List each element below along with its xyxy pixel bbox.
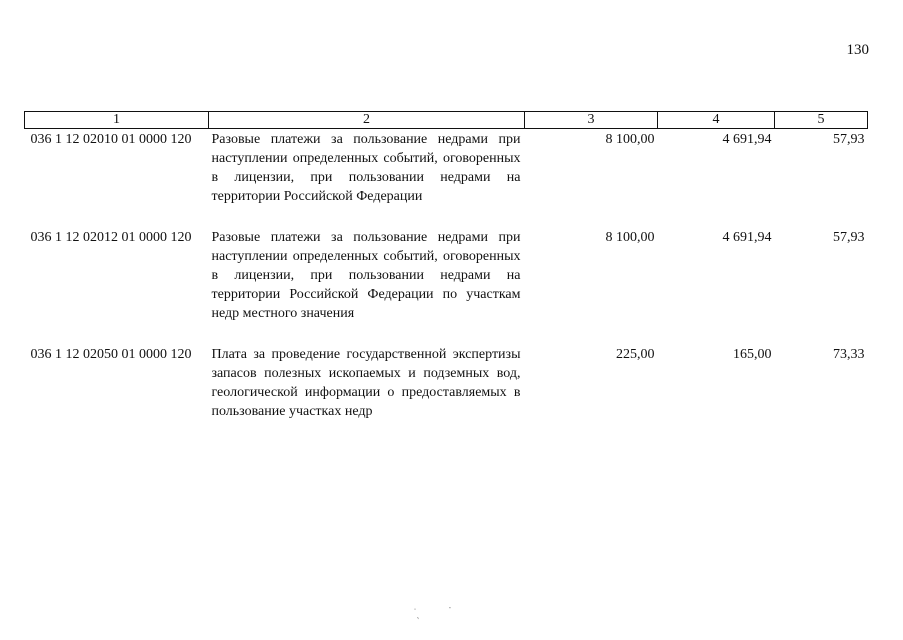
column-header-4: 4 [658,112,775,129]
column-header-1: 1 [25,112,209,129]
budget-table [24,111,868,442]
column-5-value-cell: 57,93 [833,230,865,245]
scan-speck: ˙ ˎ [410,606,423,621]
column-header-2: 2 [209,112,525,129]
column-4-value-cell: 165,00 [733,347,772,362]
budget-code-cell: 036 1 12 02010 01 0000 120 [30,132,192,147]
column-3-value-cell: 8 100,00 [605,132,655,147]
budget-code-cell: 036 1 12 02012 01 0000 120 [30,230,192,245]
column-3-value-cell: 225,00 [616,347,655,362]
column-5-value-cell: 57,93 [833,132,865,147]
column-header-5: 5 [775,112,868,129]
column-5-value-cell: 73,33 [833,347,865,362]
scan-speck: · [446,602,454,615]
column-4-value-cell: 4 691,94 [722,132,772,147]
description-cell: Разовые платежи за пользование недрами при наступлении определенных событий, оговоренных в лицензии, при пользовании недрами на территории Российской Федерации [211,132,521,204]
table-body [25,129,868,443]
page-number: 130 [846,42,869,58]
column-header-3: 3 [525,112,658,129]
column-4-value-cell: 4 691,94 [722,230,772,245]
column-3-value-cell: 8 100,00 [605,230,655,245]
table-header [25,112,868,129]
budget-code-cell: 036 1 12 02050 01 0000 120 [30,347,192,362]
column-number-row [25,112,868,129]
table-row [25,129,868,228]
description-cell: Разовые платежи за пользование недрами при наступлении определенных событий, оговоренных в лицензии, при пользовании недрами на территории Российской Федерации по участкам недр местного значения [211,230,521,321]
description-cell: Плата за проведение государственной экспертизы запасов полезных ископаемых и подземных вод, геологической информации о предоставляемых в пользование участках недр [211,347,521,419]
table-row [25,227,868,344]
table-row [25,344,868,442]
